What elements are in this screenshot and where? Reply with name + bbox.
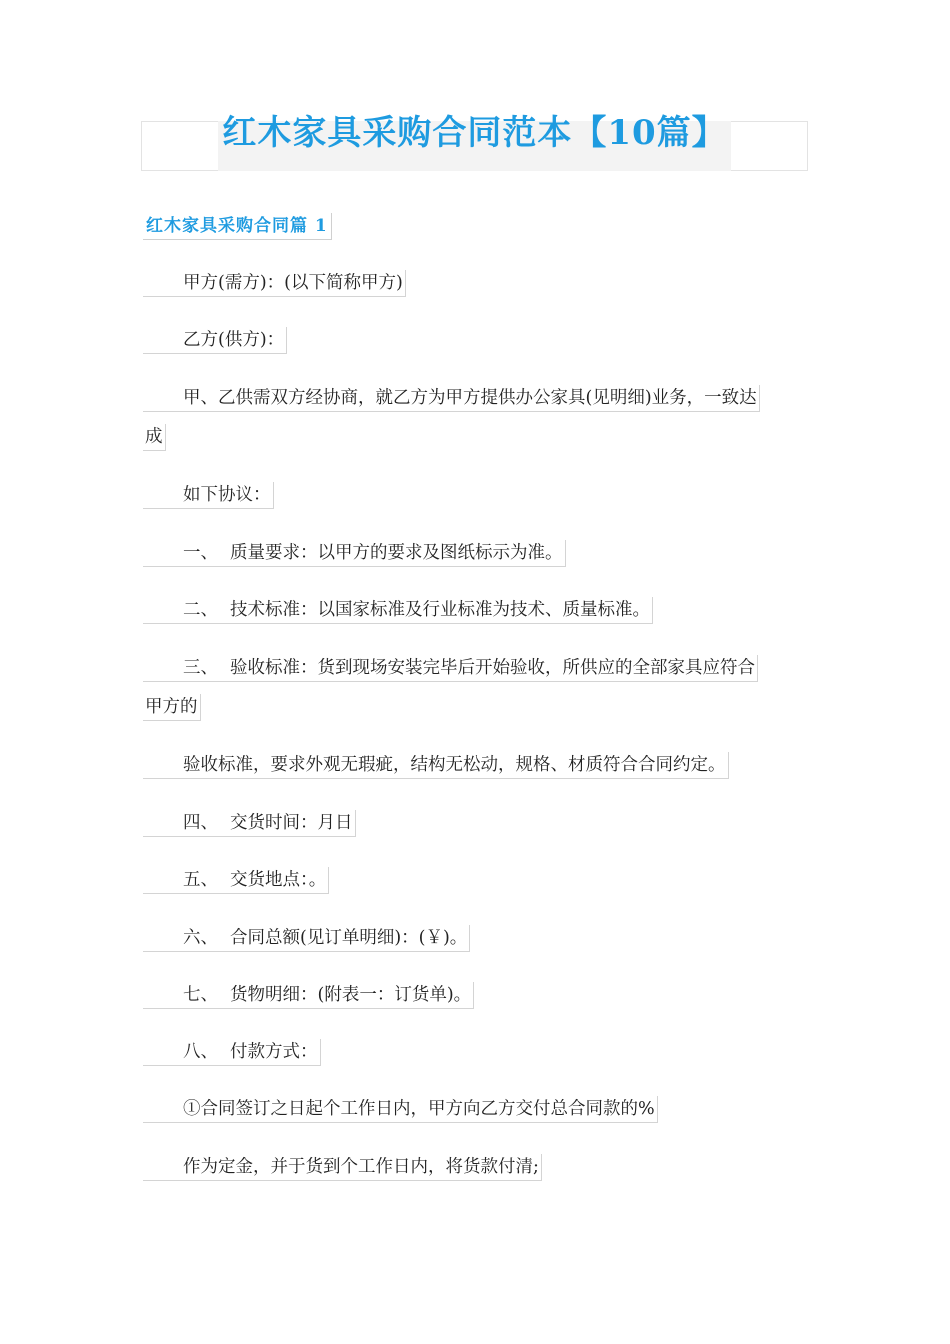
paragraph-intro-cont bbox=[143, 424, 166, 451]
clause-number: 一、 bbox=[183, 543, 218, 563]
paragraph-party-b bbox=[143, 327, 287, 354]
clause-number: 四、 bbox=[183, 813, 218, 833]
line-text: 如下协议： bbox=[183, 485, 271, 505]
line-text: ①合同签订之日起个工作日内，甲方向乙方交付总合同款的% bbox=[183, 1099, 655, 1119]
clause-text: 货物明细：(附表一：订货单)。 bbox=[230, 985, 472, 1005]
clause-4 bbox=[143, 810, 356, 837]
clause-text: 合同总额(见订单明细)：(￥)。 bbox=[230, 928, 468, 948]
clause-number: 二、 bbox=[183, 600, 218, 620]
clause-text: 交货地点：。 bbox=[230, 870, 327, 890]
line-text: 甲方的 bbox=[145, 697, 198, 717]
clause-text: 技术标准：以国家标准及行业标准为技术、质量标准。 bbox=[230, 600, 650, 620]
clause-text: 验收标准：货到现场安装完毕后开始验收，所供应的全部家具应符合 bbox=[230, 658, 755, 678]
section-heading: 红木家具采购合同篇 1 bbox=[143, 213, 332, 240]
line-text: 甲、乙供需双方经协商，就乙方为甲方提供办公家具(见明细)业务，一致达 bbox=[183, 388, 757, 408]
payment-term-1-cont bbox=[143, 1154, 542, 1181]
paragraph-intro bbox=[143, 385, 760, 412]
clause-number: 六、 bbox=[183, 928, 218, 948]
document-title: 红木家具采购合同范本【10篇】 bbox=[222, 113, 727, 153]
line-text: 甲方(需方)：(以下简称甲方) bbox=[183, 273, 403, 293]
clause-2 bbox=[143, 597, 653, 624]
clause-3 bbox=[143, 655, 758, 682]
clause-number: 三、 bbox=[183, 658, 218, 678]
clause-number: 七、 bbox=[183, 985, 218, 1005]
clause-text: 交货时间：月日 bbox=[230, 813, 353, 833]
clause-5 bbox=[143, 867, 329, 894]
clause-number: 五、 bbox=[183, 870, 218, 890]
line-text: 作为定金，并于货到个工作日内，将货款付清; bbox=[183, 1157, 539, 1177]
paragraph-party-a bbox=[143, 270, 406, 297]
paragraph-agreement bbox=[143, 482, 274, 509]
line-text: 成 bbox=[145, 427, 163, 447]
clause-number: 八、 bbox=[183, 1042, 218, 1062]
line-text: 验收标准，要求外观无瑕疵，结构无松动，规格、材质符合合同约定。 bbox=[183, 755, 726, 775]
payment-term-1 bbox=[143, 1096, 658, 1123]
clause-3-cont-2 bbox=[143, 752, 729, 779]
clause-text: 付款方式： bbox=[230, 1042, 318, 1062]
clause-8 bbox=[143, 1039, 321, 1066]
line-text: 乙方(供方)： bbox=[183, 330, 285, 350]
clause-7 bbox=[143, 982, 474, 1009]
clause-6 bbox=[143, 925, 470, 952]
clause-text: 质量要求：以甲方的要求及图纸标示为准。 bbox=[230, 543, 563, 563]
clause-1 bbox=[143, 540, 566, 567]
clause-3-cont bbox=[143, 694, 201, 721]
